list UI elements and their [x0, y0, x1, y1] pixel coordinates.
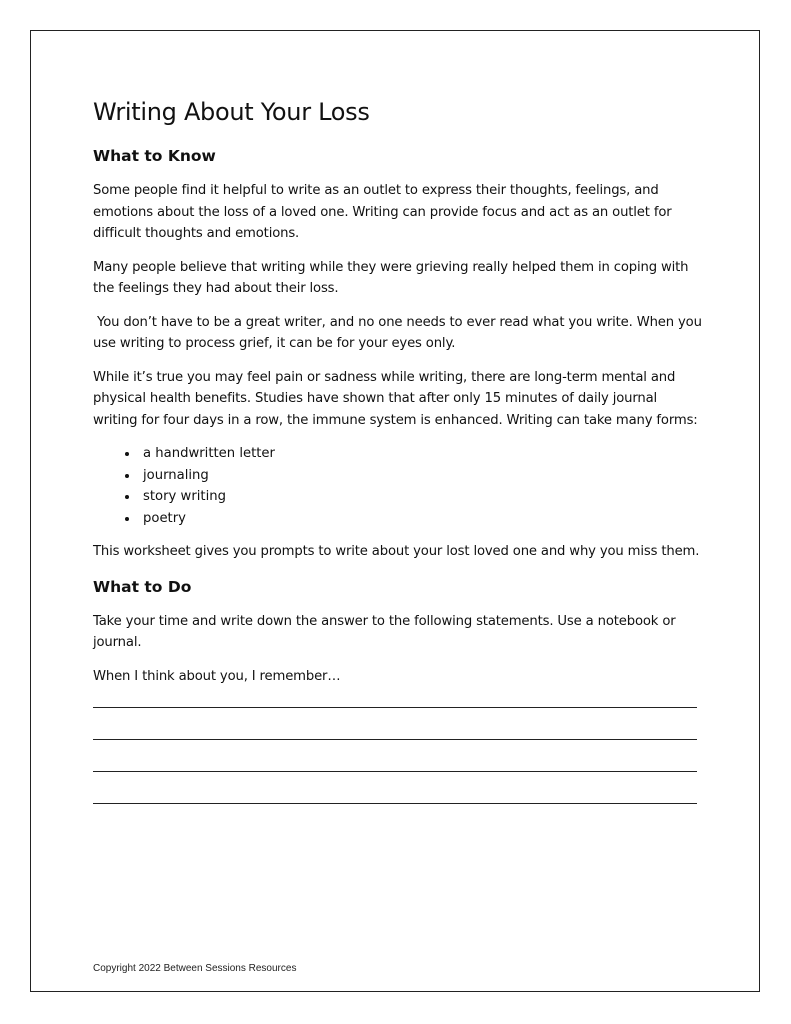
worksheet-content — [93, 96, 706, 835]
list-item: • journaling — [139, 465, 703, 487]
know-paragraph-3: You don’t have to be a great writer, and no one needs to ever read what you write. When you use writing to process grief, it can be for your eyes only. — [93, 314, 706, 351]
do-instruction: Take your time and write down the answer to the following statements. Use a notebook or journal. — [93, 613, 676, 650]
copyright-footer: Copyright 2022 Between Sessions Resources — [93, 963, 297, 974]
what-to-know-heading: What to Know — [93, 147, 216, 165]
know-paragraph-1: Some people find it helpful to write as an outlet to express their thoughts, feelings, and emotions about the loss of a loved one. Writing can provide focus and act as an outlet for difficult thoughts and emotions. — [93, 183, 672, 241]
answer-line[interactable] — [93, 739, 697, 740]
answer-lines — [93, 707, 703, 804]
page-title: Writing About Your Loss — [93, 98, 370, 126]
writing-prompt: When I think about you, I remember… — [93, 668, 341, 684]
answer-line[interactable] — [93, 771, 697, 772]
know-closing-paragraph: This worksheet gives you prompts to write about your lost loved one and why you miss them. — [93, 544, 700, 559]
what-to-do-heading: What to Do — [93, 577, 192, 596]
list-item: • poetry — [139, 508, 703, 530]
answer-line[interactable] — [93, 803, 697, 804]
writing-forms-list — [93, 443, 703, 529]
answer-line[interactable] — [93, 707, 697, 708]
know-paragraph-4: While it’s true you may feel pain or sadness while writing, there are long-term mental and physical health benefits. Studies have shown that after only 15 minutes of daily journal writing for four days in a row, the immune system is enhanced. Writing can take many forms: — [93, 369, 698, 428]
know-paragraph-2: Many people believe that writing while they were grieving really helped them in coping with the feelings they had about their loss. — [93, 259, 689, 296]
list-item: • story writing — [139, 486, 703, 508]
list-item: • a handwritten letter — [139, 443, 703, 465]
